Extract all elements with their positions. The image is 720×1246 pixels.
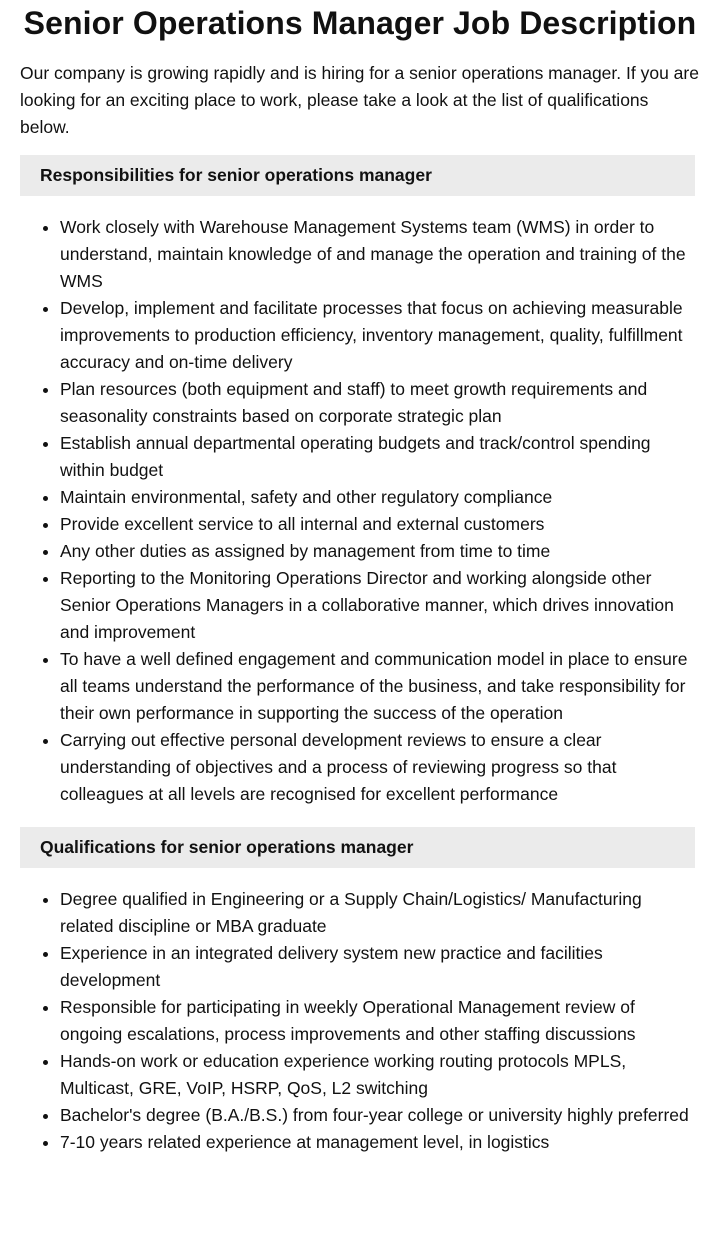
list-item: • Carrying out effective personal development reviews to ensure a clear understanding of objectives and a process of reviewing progress so that colleagues at all levels are recognised for excellent performance bbox=[60, 727, 695, 808]
list-item: • Provide excellent service to all internal and external customers bbox=[60, 511, 695, 538]
qualifications-list bbox=[20, 886, 695, 1156]
list-item: • Plan resources (both equipment and staff) to meet growth requirements and seasonality constraints based on corporate strategic plan bbox=[60, 376, 695, 430]
list-item: • Reporting to the Monitoring Operations Director and working alongside other Senior Operations Managers in a collaborative manner, which drives innovation and improvement bbox=[60, 565, 695, 646]
responsibilities-list bbox=[20, 214, 695, 808]
list-item: • Experience in an integrated delivery system new practice and facilities development bbox=[60, 940, 695, 994]
responsibilities-heading: Responsibilities for senior operations manager bbox=[20, 155, 695, 196]
list-item: • Degree qualified in Engineering or a Supply Chain/Logistics/ Manufacturing related discipline or MBA graduate bbox=[60, 886, 695, 940]
list-item: • Bachelor's degree (B.A./B.S.) from four-year college or university highly preferred bbox=[60, 1102, 695, 1129]
list-item: • Hands-on work or education experience working routing protocols MPLS, Multicast, GRE, VoIP, HSRP, QoS, L2 switching bbox=[60, 1048, 695, 1102]
list-item: • Work closely with Warehouse Management Systems team (WMS) in order to understand, maintain knowledge of and manage the operation and training of the WMS bbox=[60, 214, 695, 295]
page-title: Senior Operations Manager Job Description bbox=[23, 5, 697, 41]
list-item: • Maintain environmental, safety and other regulatory compliance bbox=[60, 484, 695, 511]
list-item: • Develop, implement and facilitate processes that focus on achieving measurable improvements to production efficiency, inventory management, quality, fulfillment accuracy and on-time delivery bbox=[60, 295, 695, 376]
list-item: • Any other duties as assigned by management from time to time bbox=[60, 538, 695, 565]
qualifications-heading: Qualifications for senior operations manager bbox=[20, 827, 695, 868]
list-item: • To have a well defined engagement and communication model in place to ensure all teams understand the performance of the business, and take responsibility for their own performance in supporting the success of the operation bbox=[60, 646, 695, 727]
list-item: • Responsible for participating in weekly Operational Management review of ongoing escalations, process improvements and other staffing discussions bbox=[60, 994, 695, 1048]
list-item: • 7-10 years related experience at management level, in logistics bbox=[60, 1129, 695, 1156]
intro-paragraph: Our company is growing rapidly and is hiring for a senior operations manager. If you are looking for an exciting place to work, please take a look at the list of qualifications below. bbox=[20, 63, 699, 137]
list-item: • Establish annual departmental operating budgets and track/control spending within budget bbox=[60, 430, 695, 484]
